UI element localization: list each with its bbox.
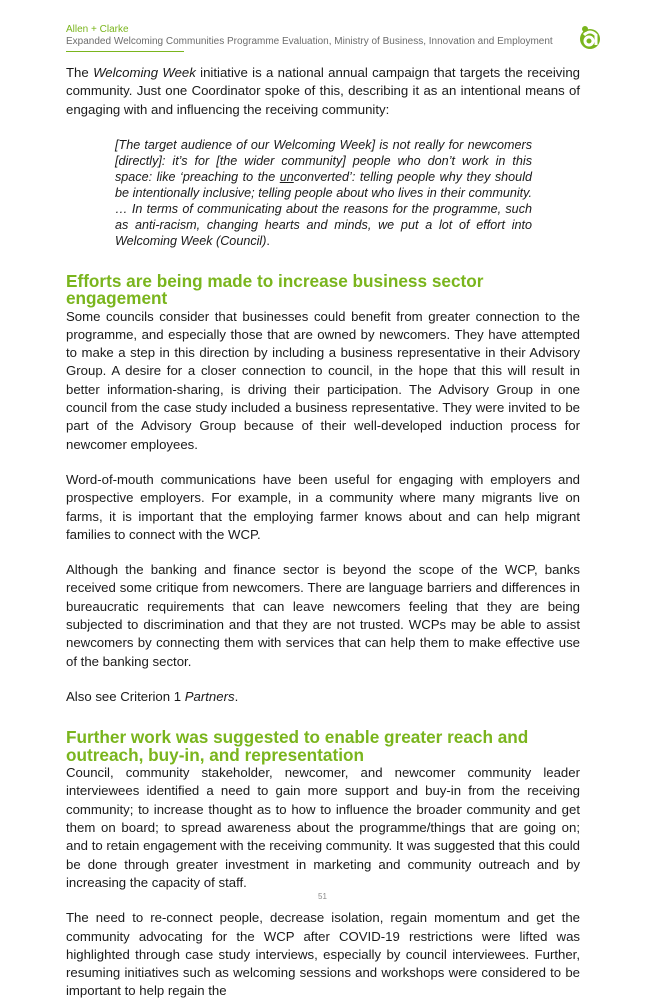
paragraph-welcoming-week	[66, 64, 580, 119]
paragraph-buy-in: Council, community stakeholder, newcomer, and newcomer community leader interviewees identified a need to gain more support and buy-in from the receiving community; to increase thought as to how to influence the broader community and get them on board; to spread awareness about the programme/things that are going on; and to retain engagement with the receiving community. It was suggested that this could be done through greater investment in marketing and community outreach and by increasing the capacity of staff.	[66, 765, 580, 890]
heading-further-work: Further work was suggested to enable greater reach and outreach, buy-in, and representation	[66, 727, 529, 765]
page-header	[66, 24, 566, 52]
page-number: 51	[318, 892, 327, 901]
p1-text-c: initiative is a national annual campaign that targets the receiving community. Just one Coordinator spoke of this, describing it as an intentional means of engaging with and influencing the receiving community:	[66, 65, 580, 117]
paragraph-banking: Although the banking and finance sector is beyond the scope of the WCP, banks received some critique from newcomers. There are language barriers and differences in bureaucratic requirements that can leave newcomers feeling that they are being subjected to discrimination and that they are not trusted. WCPs may be able to assist newcomers by connecting them with services that can help them to make effective use of the banking sector.	[66, 562, 580, 669]
allen-clarke-logo-icon	[578, 24, 602, 50]
quote-underlined: un	[279, 170, 294, 185]
page-content	[66, 64, 580, 1001]
quote-text-b: converted’: telling people why they should be intentionally inclusive; telling people about who lives in their community. … In terms of communicating about the reasons for the programme, such as anti-racism, changing hearts and minds, we put a lot of effort into Welcoming Week (Council)	[115, 170, 532, 249]
p1-emphasis: Welcoming Week	[93, 65, 196, 80]
header-rule	[66, 51, 184, 52]
heading-business-sector: Efforts are being made to increase business sector engagement	[66, 270, 484, 309]
quote-period: .	[266, 234, 270, 249]
paragraph-reconnect: The need to re-connect people, decrease isolation, regain momentum and get the community advocating for the WCP after COVID-19 restrictions were lifted was highlighted through case study interviews, especially by council interviewees. Further, resuming initiatives such as welcoming sessions and workshops were considered to be important to help regain the	[66, 910, 580, 999]
header-subtitle: Expanded Welcoming Communities Programme Evaluation, Ministry of Business, Innovation and Employment	[66, 36, 553, 47]
p1-text-a: The	[66, 65, 94, 80]
p5-text-c: .	[234, 688, 239, 704]
quote-text-a: [The target audience of our Welcoming Week] is not really for newcomers [directly]: it’s for [the wider community] people who don’t work in this space: like ‘preaching to the	[115, 137, 532, 185]
paragraph-see-criterion	[66, 688, 580, 706]
p5-emphasis: Partners	[184, 688, 235, 704]
p5-text-a: Also see Criterion 1	[66, 688, 185, 704]
paragraph-word-of-mouth: Word-of-mouth communications have been useful for engaging with employers and prospective employers. For example, in a community where many migrants live on farms, it is important that the employing farmer knows about and can help migrant families to connect with the WCP.	[66, 471, 580, 542]
header-org: Allen + Clarke	[66, 24, 129, 35]
block-quote	[115, 137, 532, 250]
paragraph-business-1: Some councils consider that businesses could benefit from greater connection to the programme, and especially those that are owned by newcomers. They have attempted to make a step in this direction by including a business representative in their Advisory Group. A desire for a closer connection to council, in the hope that this will result in better information-sharing, is driving their participation. The Advisory Group in one council from the case study included a business representative. They were invited to be part of the Advisory Group because of their well-developed induction process for newcomer employees.	[66, 308, 580, 452]
